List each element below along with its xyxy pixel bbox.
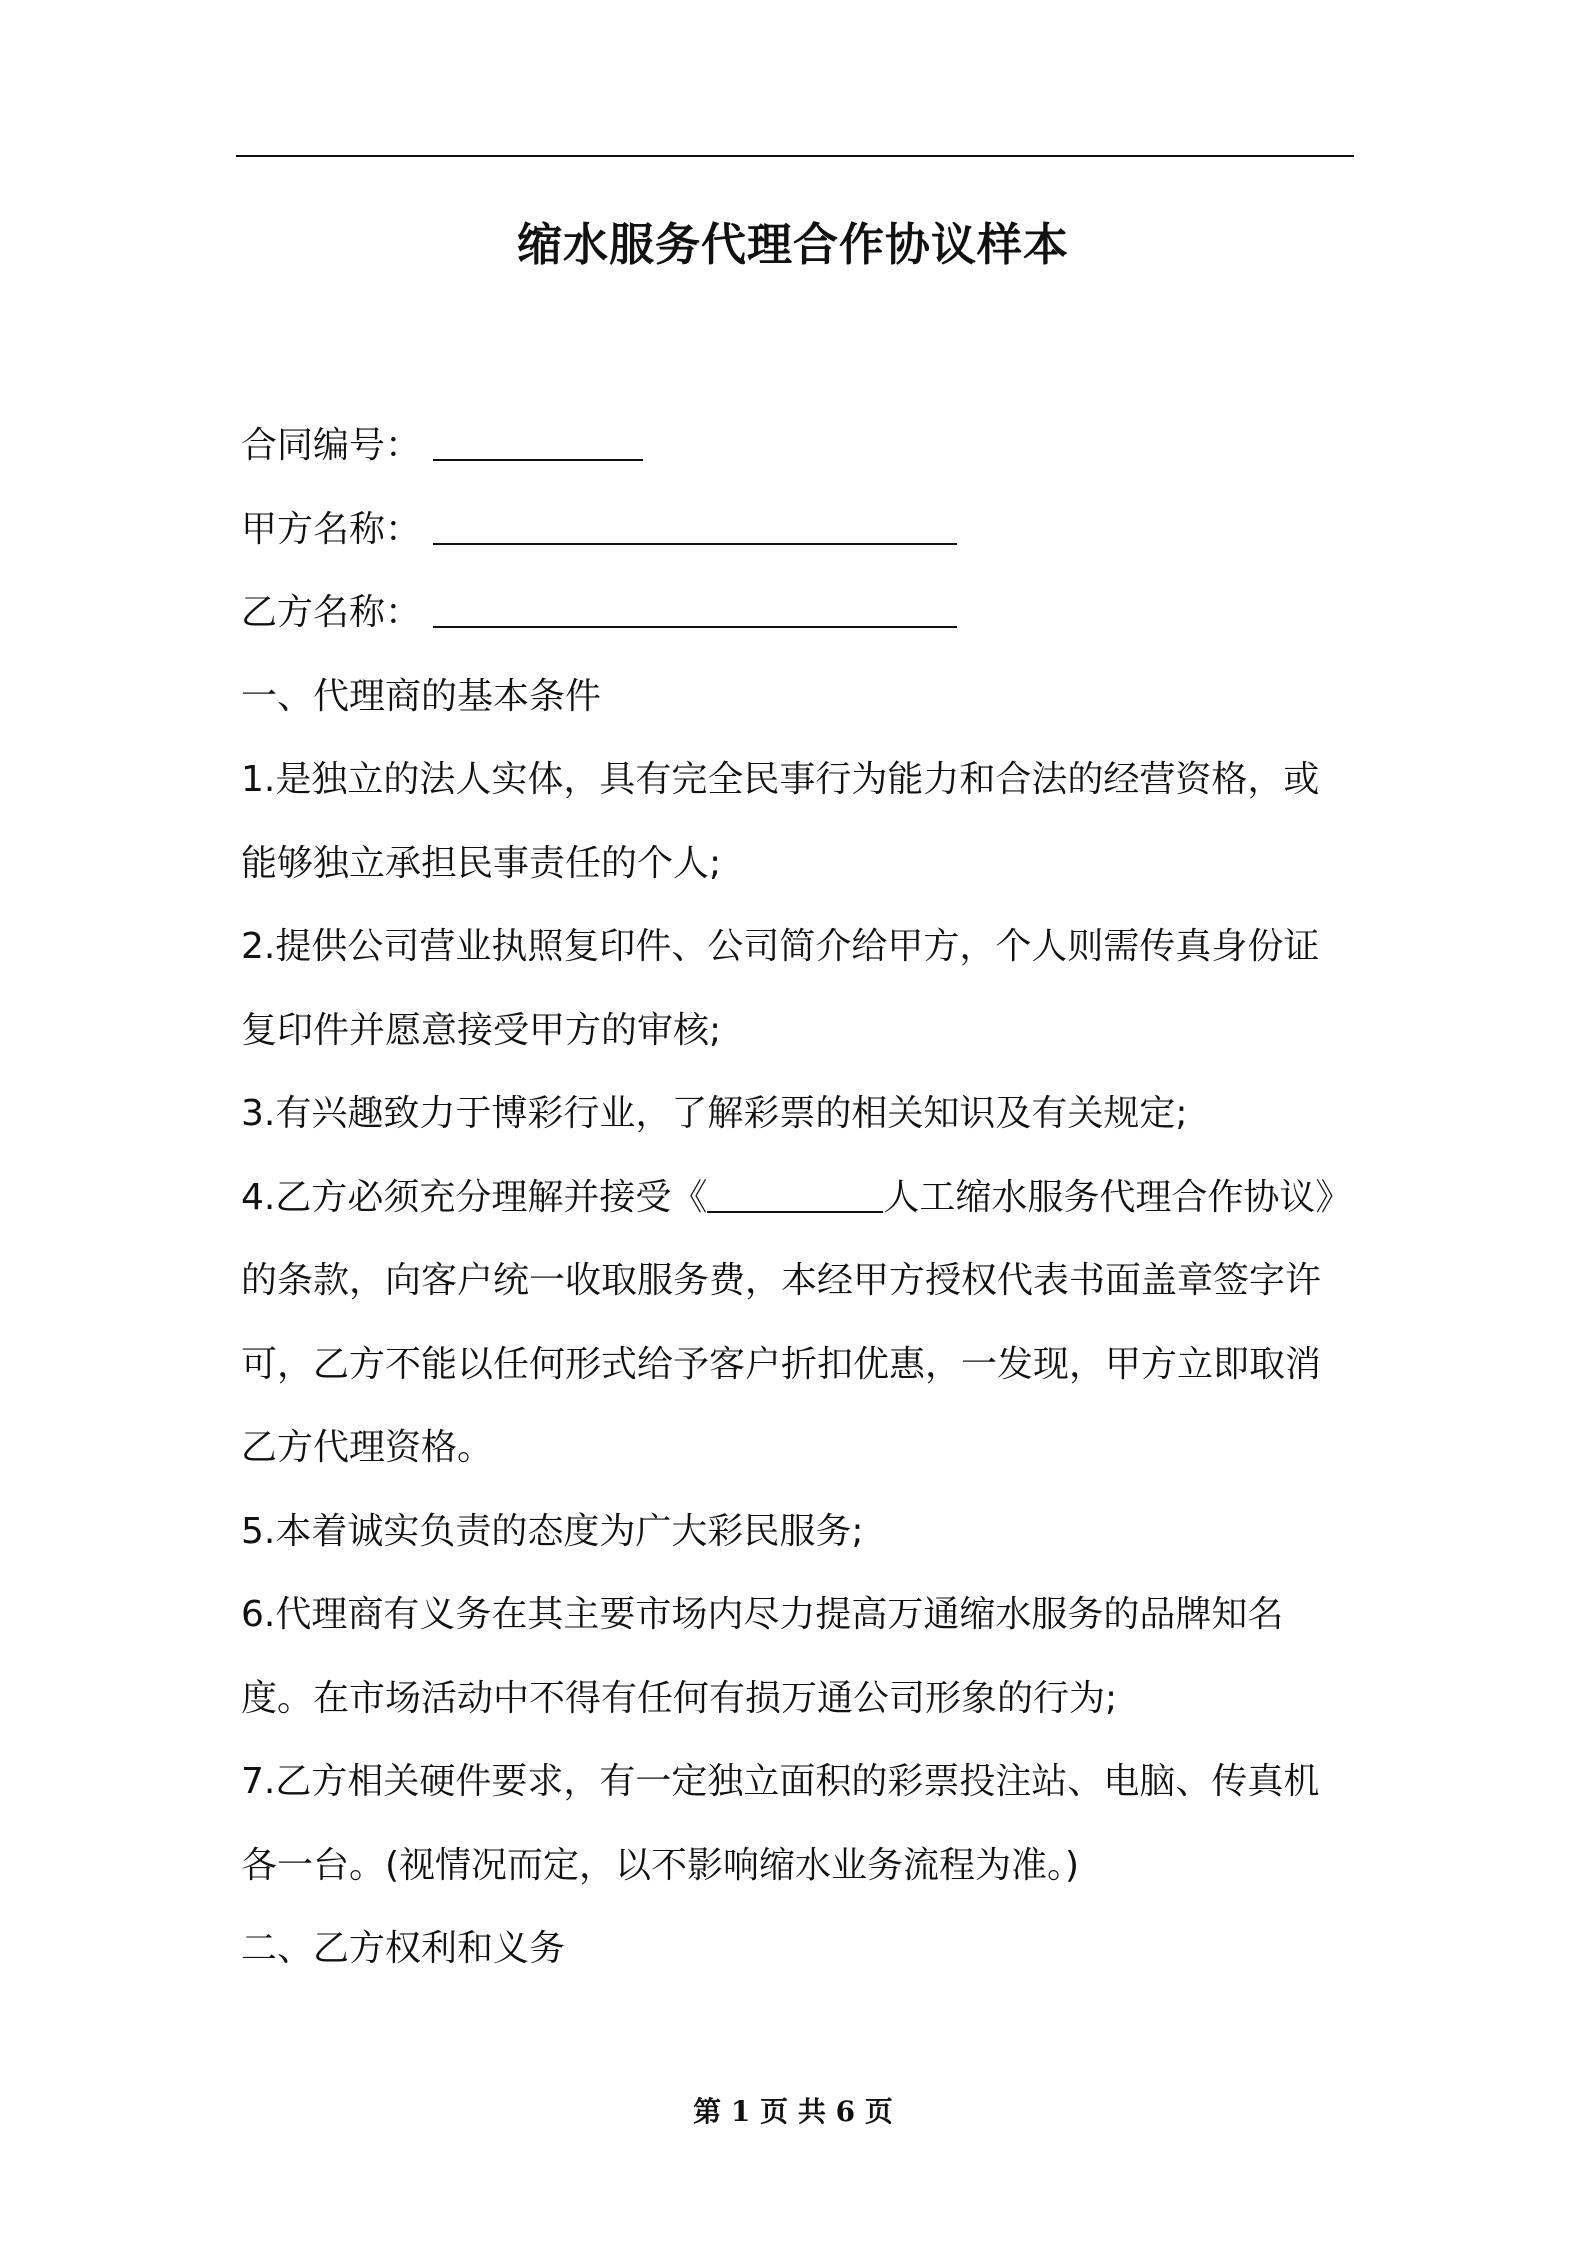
clause-7-line-1: 7.乙方相关硬件要求，有一定独立面积的彩票投注站、电脑、传真机 xyxy=(241,1761,1320,1802)
party-a-label: 甲方名称： xyxy=(241,508,422,550)
contract-number-line xyxy=(241,404,1359,488)
party-b-label: 乙方名称： xyxy=(241,592,422,633)
clause-3-line-1: 3.有兴趣致力于博彩行业，了解彩票的相关知识及有关规定; xyxy=(241,1093,1188,1134)
document-body xyxy=(241,404,1359,1991)
clause-2-line-2: 复印件并愿意接受甲方的审核; xyxy=(241,1009,722,1051)
clause-4-line-3: 可，乙方不能以任何形式给予客户折扣优惠，一发现，甲方立即取消 xyxy=(241,1343,1322,1385)
header-rule xyxy=(236,155,1354,157)
clause-6-line-2: 度。在市场活动中不得有任何有损万通公司形象的行为; xyxy=(241,1677,1118,1719)
contract-number-blank xyxy=(433,419,643,461)
clause-4-line-2: 的条款，向客户统一收取服务费，本经甲方授权代表书面盖章签字许 xyxy=(241,1260,1322,1301)
clause-7-line-2: 各一台。(视情况而定，以不影响缩水业务流程为准。) xyxy=(241,1844,1080,1886)
party-a-blank xyxy=(433,503,957,545)
clause-2-line-1: 2.提供公司营业执照复印件、公司简介给甲方，个人则需传真身份证 xyxy=(241,926,1320,967)
clause-4-line-4: 乙方代理资格。 xyxy=(241,1427,494,1468)
page-indicator: 第 1 页 共 6 页 xyxy=(693,2095,893,2128)
clause-5-line-1: 5.本着诚实负责的态度为广大彩民服务; xyxy=(241,1510,864,1552)
section-1-heading: 一、代理商的基本条件 xyxy=(241,675,602,717)
clause-4-suffix: 人工缩水服务代理合作协议》 xyxy=(883,1176,1352,1218)
clause-4-line-1 xyxy=(241,1156,1359,1240)
agreement-name-blank xyxy=(707,1171,883,1213)
contract-number-label: 合同编号： xyxy=(241,425,422,466)
party-a-line xyxy=(241,488,1359,572)
clause-1-line-2: 能够独立承担民事责任的个人; xyxy=(241,842,722,884)
party-b-line xyxy=(241,571,1359,655)
document-title: 缩水服务代理合作协议样本 xyxy=(516,218,1069,271)
clause-1-line-1: 1.是独立的法人实体，具有完全民事行为能力和合法的经营资格，或 xyxy=(241,759,1320,800)
clause-6-line-1: 6.代理商有义务在其主要市场内尽力提高万通缩水服务的品牌知名 xyxy=(241,1594,1284,1635)
party-b-blank xyxy=(433,586,957,628)
section-2-heading: 二、乙方权利和义务 xyxy=(241,1928,566,1969)
clause-4-prefix: 4.乙方必须充分理解并接受《 xyxy=(241,1176,708,1218)
